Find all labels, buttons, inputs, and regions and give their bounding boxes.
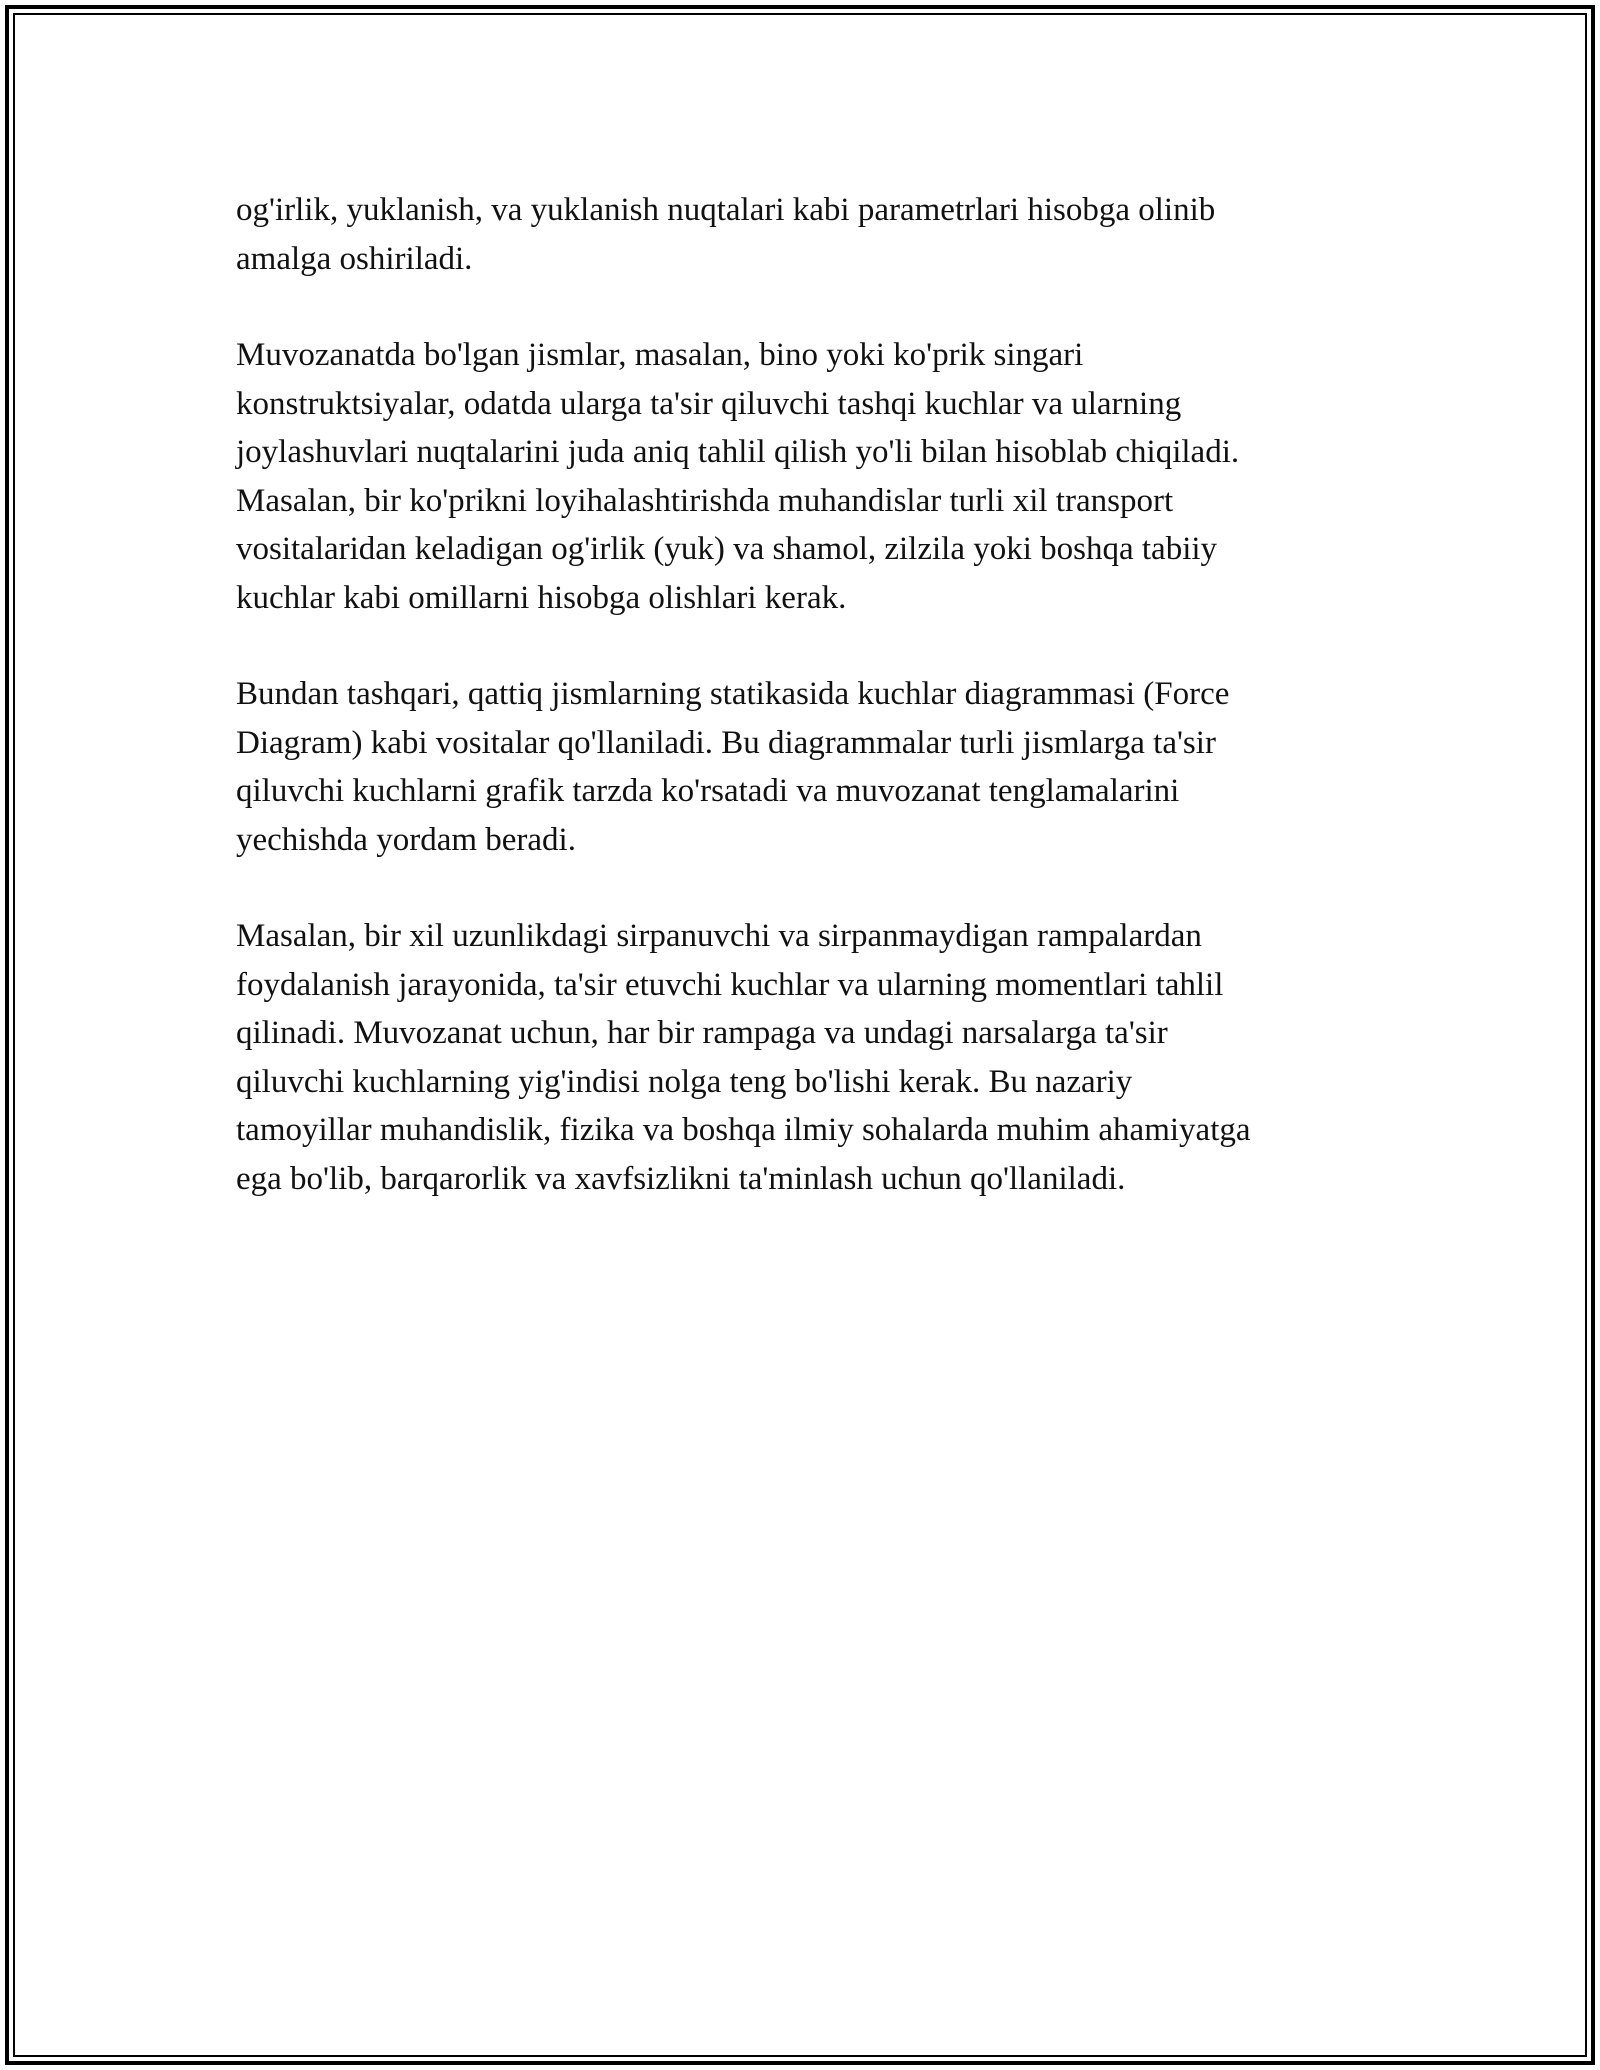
page-body	[236, 186, 1376, 1251]
paragraph-4: Masalan, bir xil uzunlikdagi sirpanuvchi va sirpanmaydigan rampalardan foydalanish jarayonida, ta'sir etuvchi kuchlar va ularning momentlari tahlil qilinadi. Muvozanat uchun, har bir rampaga va undagi narsalarga ta'sir qiluvchi kuchlarning yig'indisi nolga teng bo'lishi kerak. Bu nazariy tamoyillar muhandislik, fizika va boshqa ilmiy sohalarda muhim ahamiyatga ega bo'lib, barqarorlik va xavfsizlikni ta'minlash uchun qo'llaniladi.	[236, 918, 1251, 1197]
paragraph-3: Bundan tashqari, qattiq jismlarning statikasida kuchlar diagrammasi (Force Diagram) kabi vositalar qo'llaniladi. Bu diagrammalar turli jismlarga ta'sir qiluvchi kuchlarni grafik tarzda ko'rsatadi va muvozanat tenglamalarini yechishda yordam beradi.	[236, 676, 1230, 858]
paragraph-2: Muvozanatda bo'lgan jismlar, masalan, bino yoki ko'prik singari konstruktsiyalar, odatda ularga ta'sir qiluvchi tashqi kuchlar va ularning joylashuvlari nuqtalarini juda aniq tahlil qilish yo'li bilan hisoblab chiqiladi. Masalan, bir ko'prikni loyihalashtirishda muhandislar turli xil transport vositalaridan keladigan og'irlik (yuk) va shamol, zilzila yoki boshqa tabiiy kuchlar kabi omillarni hisobga olishlari kerak.	[236, 337, 1240, 616]
paragraph-1: og'irlik, yuklanish, va yuklanish nuqtalari kabi parametrlari hisobga olinib amalga oshiriladi.	[236, 192, 1216, 277]
